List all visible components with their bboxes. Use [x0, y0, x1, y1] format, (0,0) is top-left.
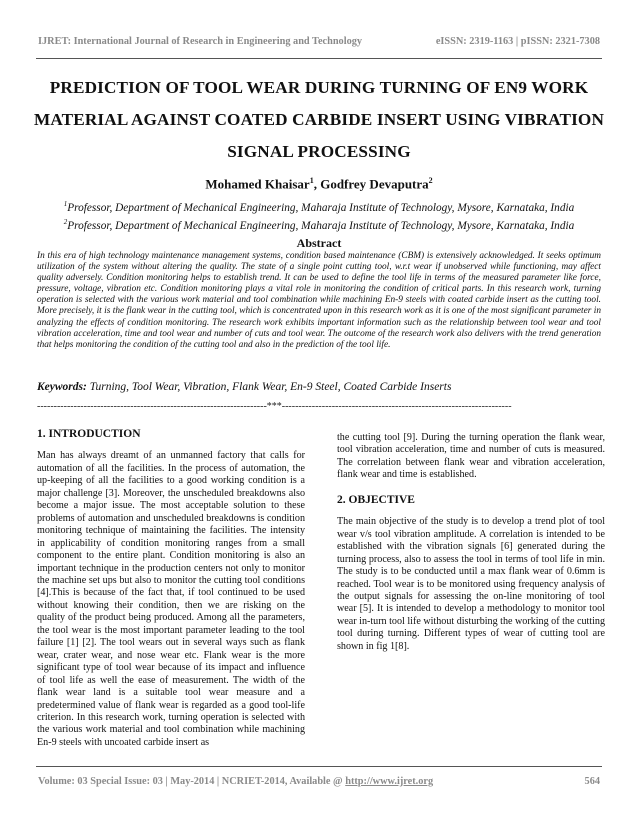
abstract-heading: Abstract: [296, 236, 342, 250]
right-column: [337, 432, 605, 653]
author-name: Godfrey Devaputra: [320, 176, 429, 192]
affiliations: [20, 197, 618, 233]
left-column: [37, 428, 305, 749]
footer-volume: [38, 776, 433, 787]
affiliation-sup: 1: [63, 200, 68, 208]
journal-name: IJRET: International Journal of Research in Engineering and Technology: [38, 36, 363, 47]
page-number: 564: [584, 776, 600, 787]
introduction-continued: the cutting tool [9]. During the turning operation the flank wear, tool vibration acceleration, time and number of cuts is measured. The correlation between flank wear and vibration acceleration, flank wear and time is established.: [337, 432, 605, 481]
introduction-text: Man has always dreamt of an unmanned factory that calls for automation of all the facilities. In the process of automation, the up-keeping of all the facilities to a good working condition is a major challenge [3]. Moreover, the unscheduled breakdowns also become a major issue. The most acceptable solution to these problems of automation and unscheduled breakdowns is condition monitoring technique of maintaining the facilities. The intensity in applicability of condition monitoring ranges from a small component to the entire plant. Condition monitoring is also an important technique in the production centers not only to monitor the machine set ups but also to monitor the cutting tool conditions [4].This is because of the fact that, if tool continued to be used without knowing their condition, then we are risking on the quality of the product being produced. Among all the parameters, the tool wear is the most important parameter leading to the tool failure [1] [2]. The tool wears out in several ways such as flank wear, crater wear, and nose wear etc. Flank wear is the more significant type of tool wear because of its impact and influence of tool life as well the ease of measurement. The width of the flank wear land is a suitable tool wear measure and a predetermined value of flank wear is regarded as a good tool-life criterion. In this research work, turning operation is selected with the various work material and tool combination while machining En-9 steels with uncoated carbide insert as: [37, 450, 305, 748]
paper-title: PREDICTION OF TOOL WEAR DURING TURNING OF EN9 WORK MATERIAL AGAINST COATED CARBIDE INSERT USING VIBRATION SIGNAL PROCESSING: [33, 78, 605, 161]
keywords-label: Keywords:: [37, 381, 87, 393]
issn: eISSN: 2319-1163 | pISSN: 2321-7308: [435, 36, 600, 47]
author-line: [0, 176, 638, 192]
affiliation: [20, 215, 618, 233]
keywords: [37, 381, 601, 393]
running-header: [38, 36, 600, 47]
footer-volume-text: Volume: 03 Special Issue: 03 | May-2014 | NCRIET-2014, Available @: [38, 776, 346, 787]
journal-link[interactable]: http://www.ijret.org: [345, 776, 434, 787]
affiliation-sup: 2: [63, 217, 68, 226]
footer-rule: [36, 766, 602, 767]
affiliation: [20, 197, 618, 215]
abstract-text: In this era of high technology maintenance management systems, condition based maintenance (CBM) is extensively acknowledged. It seeks optimum utilization of the system without altering the quality. The state of a single point cutting tool, w.r.t wear if unobserved while functioning, may affect quality adversely. Condition monitoring helps to establish trend. It can be used to define the tool life in terms of the measured parameter like force, pressure, voltage, vibration etc. Condition monitoring plays a vital role in monitoring the condition of critical parts. In this research work, turning operation is selected with the various work material and tool combination while machining En-9 steels with coated carbide insert as the cutting tool. More precisely, it is the flank wear in the cutting tool, which is concentrated upon in this research work as it is one of the most significant parameter in analyzing the effects of condition monitoring. The research work exhibits important information such as the relationship between tool wear and tool vibration acceleration, time and tool wear and number of cuts and tool wear. The outcome of the research work also delivers with the trend generation that helps monitoring the condition of the cutting tool and also in the prediction of the tool life.: [37, 251, 601, 350]
running-footer: [38, 776, 600, 787]
author-separator: ,: [313, 176, 321, 192]
affiliation-text: Professor, Department of Mechanical Engineering, Maharaja Institute of Technology, Mysore, Karnataka, India: [67, 219, 575, 232]
objective-heading: 2. OBJECTIVE: [337, 493, 415, 506]
keywords-text: Turning, Tool Wear, Vibration, Flank Wear, En-9 Steel, Coated Carbide Inserts: [89, 381, 452, 393]
author-sup: 2: [428, 176, 433, 185]
author-name: Mohamed Khaisar: [205, 176, 310, 192]
header-rule: [36, 58, 602, 59]
section-separator: ---------------------------------------------------------------------***---------------------------------------------------------------------: [37, 401, 512, 412]
author-sup: 1: [309, 176, 314, 185]
introduction-heading: 1. INTRODUCTION: [37, 428, 141, 440]
objective-text: The main objective of the study is to develop a trend plot of tool wear v/s tool vibration amplitude. A correlation is intended to be established with the vibration signals [6] generated during the turning process, also to assess the tool in terms of tool life in min. The study is to be conducted until a max flank wear of 0.6mm is reached. Tool wear is to be monitored using frequency analysis of the output signals for assessing the on-line monitoring of tool wear [5]. It is intended to develop a methodology to monitor tool wear in-turn tool life without disturbing the working of the cutting tool during turning. Different types of wear of cutting tool are shown in fig 1[8].: [337, 516, 605, 652]
affiliation-text: Professor, Department of Mechanical Engineering, Maharaja Institute of Technology, Mysore, Karnataka, India: [67, 201, 575, 214]
